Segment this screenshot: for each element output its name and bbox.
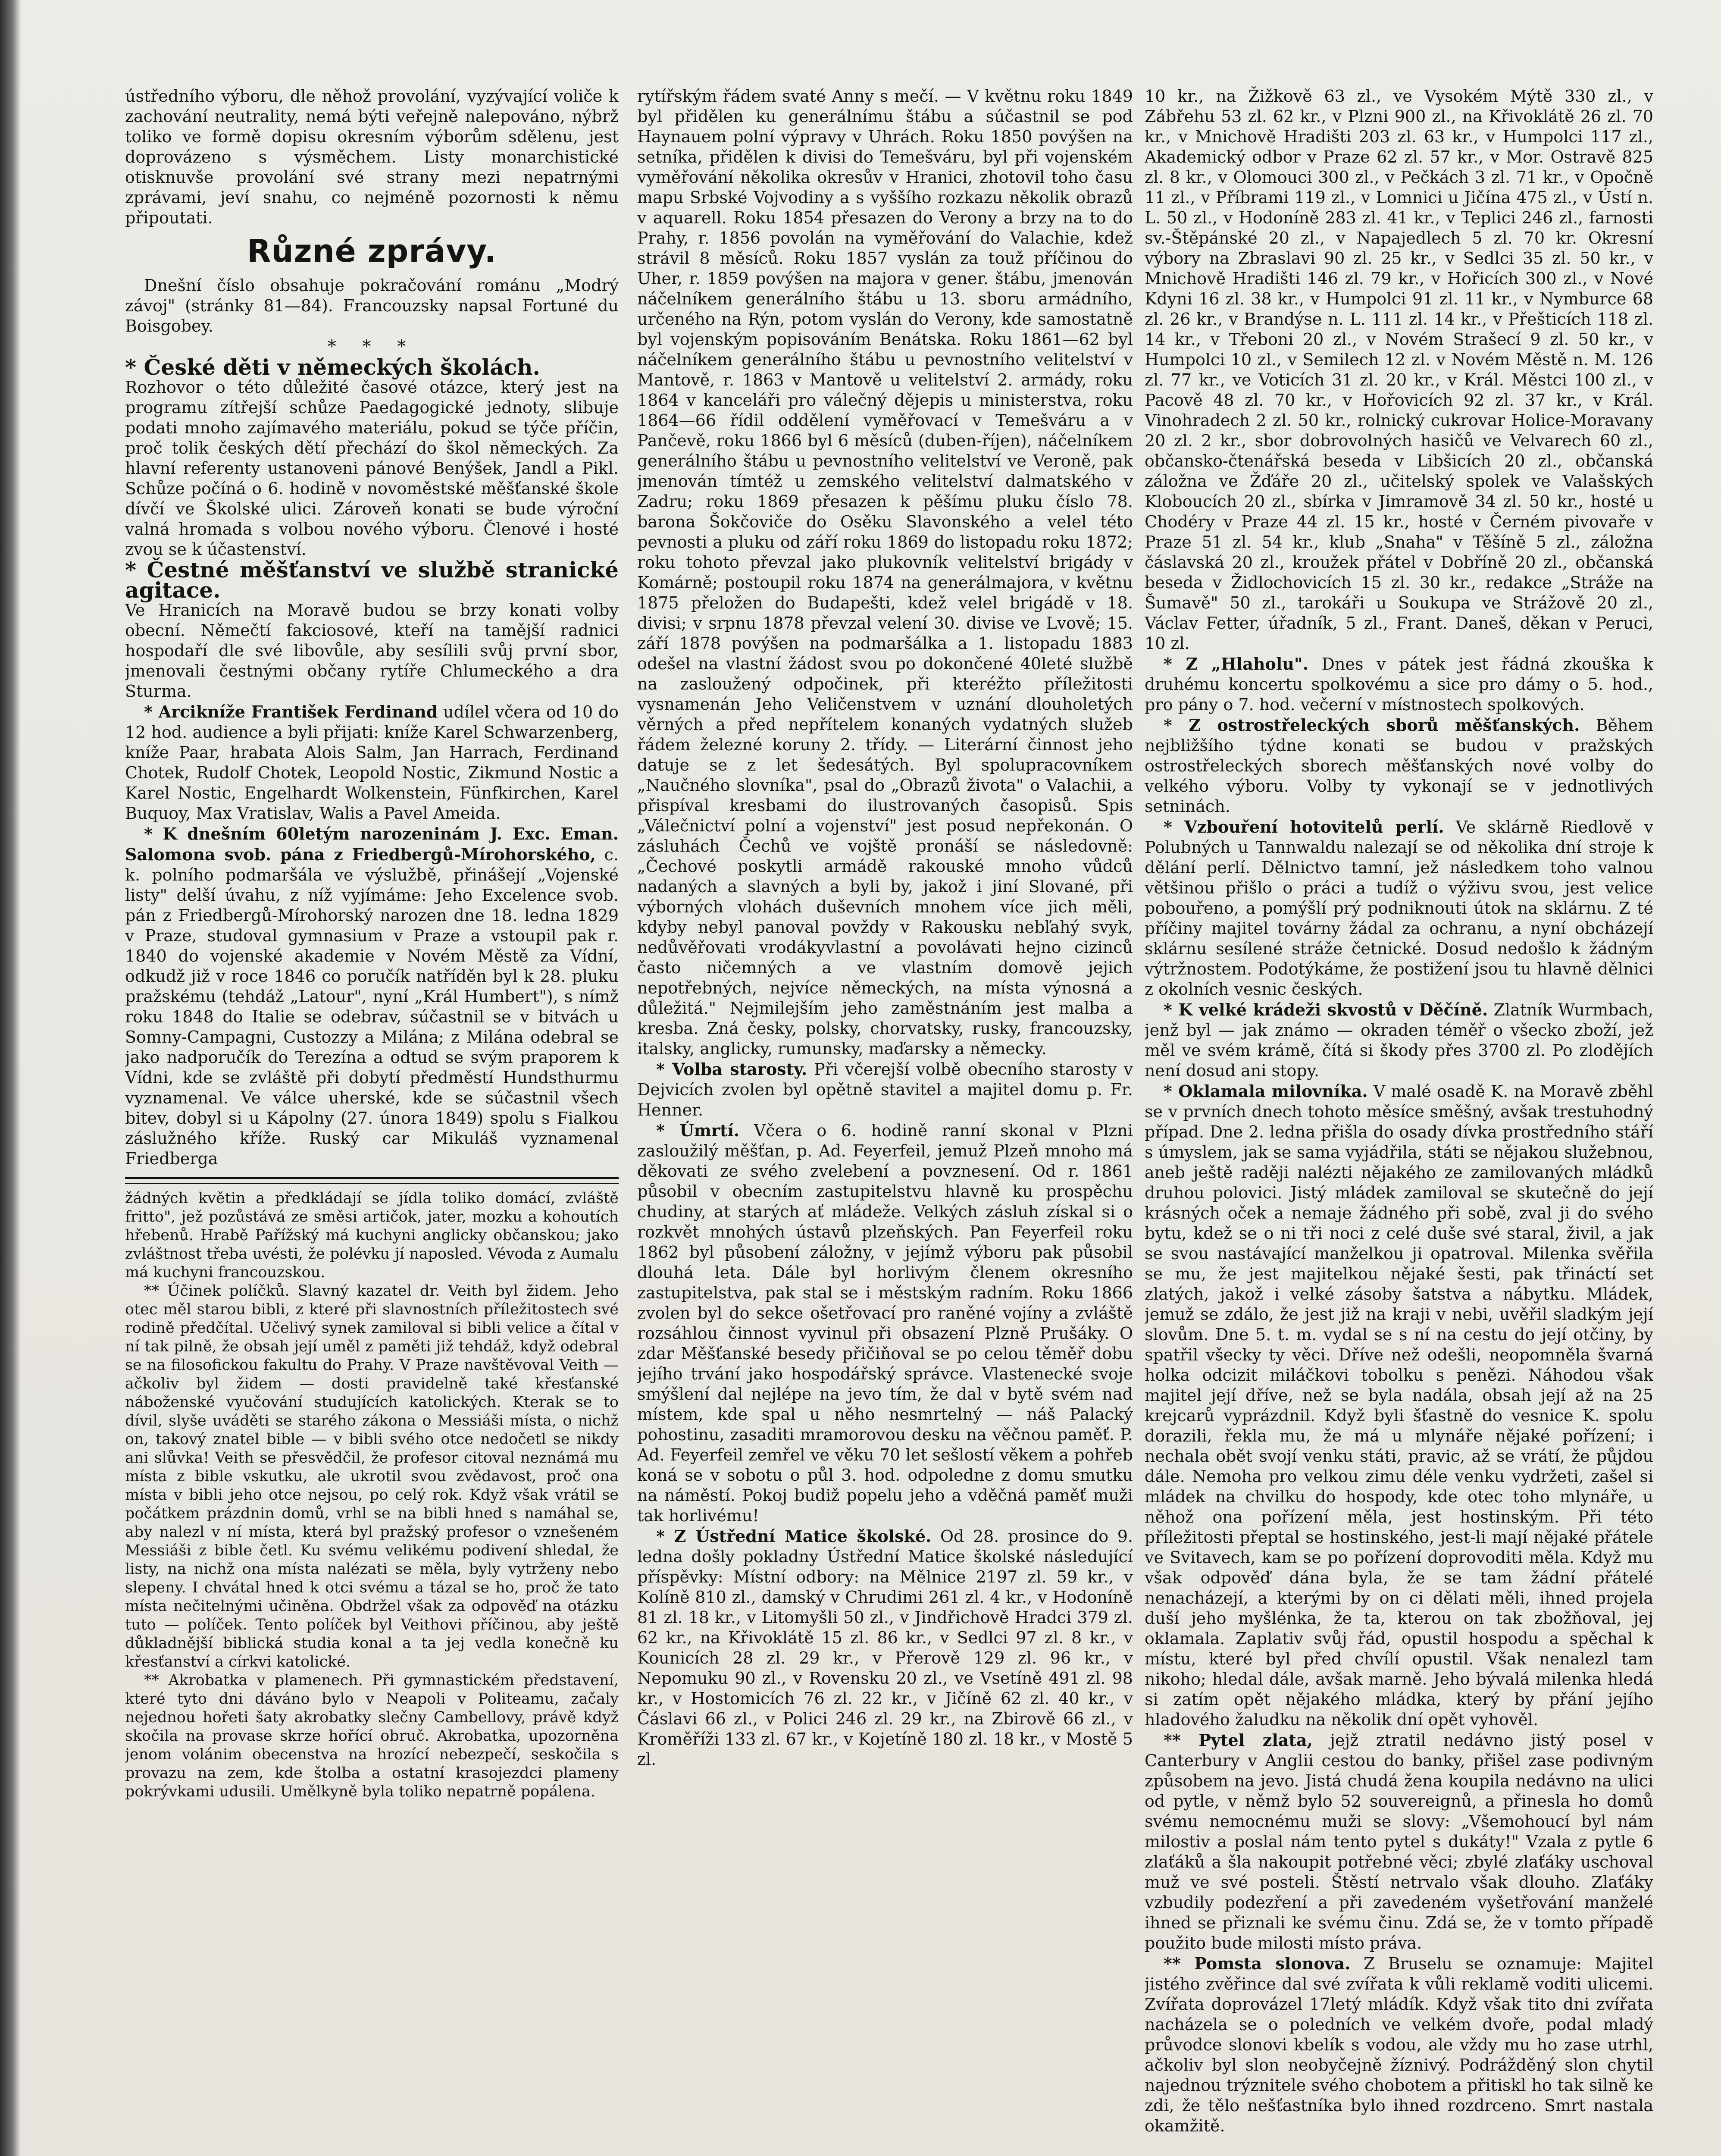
- article-text: Ve sklárně Riedlově v Polubných u Tannwaldu nalezají se od několika dní stroje k dělání perlí. Dělnictvo tamní, jež následkem toho valnou většinou přišlo o práci a tudíž o výživu svou, jest velice pobouřeno, a pomýšlí prý podniknouti útok na sklárnu. Z té příčiny majitel továrny žádal za ochranu, a nyní obcházejí sklárnu sesílené stráže četnické. Dosud nedošlo k žádným výtržnostem. Podotýkáme, že postižení jsou tu hlavně dělnici z okolních vesnic českých.: [1145, 818, 1653, 999]
- feuilleton-text: ** Účinek políčků. Slavný kazatel dr. Veith byl židem. Jeho otec měl starou bibli, z které při slavnostních příležitostech své rodině předčítal. Učelivý synek zamiloval si bibli velice a čítal v ní tak pilně, že obsah její uměl z paměti již tehdáž, když odebral se na filosofickou fakultu do Prahy. V Praze navštěvoval Veith — ačkoliv byl židem — dosti pravidelně také křesťanské náboženské vyučování studujících katolických. Kterak se to dívil, slyše uváděti se starého zákona o Messiáši místa, o nichž on, takový znatel bible — v bibli svého otce nedočetl se nikdy ani slůvka! Veith se přesvědčil, že profesor citoval neznámá mu místa z bible vskutku, ale ukrotil svou zvědavost, proč ona místa v bibli jeho otce nejsou, po celý rok. Když však vrátil se počátkem prázdnin domů, vrhl se na bibli hned s namáhal se, aby nalezl v ní místa, která byl pražský profesor o vznešeném Messiáši z bible četl. Ku svému velikému podivení shledal, že listy, na nichž ona místa nalézati se měla, byly vytrženy nebo slepeny. I chvátal hned k otci svému a tázal se ho, proč že tato místa nečitelnými učiněna. Obdržel však za odpověď na otázku tuto — políček. Tento políček byl Veithovi příčinou, aby ještě důkladnější biblická studia konal a ta jej vedla konečně ku křesťanství a církvi katolické.: [125, 1282, 619, 1670]
- article-heading: * Z „Hlaholu".: [1164, 654, 1308, 674]
- article-heading: * K dnešním 60letým narozeninám J. Exc. Eman. Salomona svob. pána z Friedbergů-Mírohorského,: [125, 824, 619, 864]
- article-heading: * Z Ústřední Matice školské.: [656, 1526, 932, 1546]
- article-heading: * K velké krádeži skvostů v Děčíně.: [1164, 1000, 1488, 1019]
- article-heading: ** Pytel zlata,: [1164, 1730, 1313, 1750]
- article-text: Zlatník Wurmbach, jenž byl — jak známo — okraden téměř o všecko zboží, jež měl ve svém krámě, čítá si škody přes 3700 zl. Po zlodějích není dosud ani stopy.: [1145, 1000, 1653, 1080]
- article-text: Rozhovor o této důležité časové otázce, který jest na programu zítřejší schůze Paedagogické jednoty, slibuje podati mnoho zajímavého materiálu, pokud se týče příčin, proč tolik českých dětí přechází do škol německých. Za hlavní referenty ustanoveni pánové Benýšek, Jandl a Pikl. Schůze počíná o 6. hodině v novoměstské měšťanské škole dívčí ve Školské ulici. Zároveň konati se bude výroční valná hromada s volbou nového výboru. Členové i hosté zvou se k účastenství.: [125, 378, 619, 559]
- article-text: Během nejbližšího týdne konati se budou v pražských ostrostřeleckých sborech měšťanských nové volby do velkého výboru. Volby ty vykonají se v jednotlivých setninách.: [1145, 716, 1653, 816]
- article-text: 10 kr., na Žižkově 63 zl., ve Vysokém Mýtě 330 zl., v Zábřehu 53 zl. 62 kr., v Plzni 900 zl., na Křivoklátě 26 zl. 70 kr., v Mnichově Hradišti 203 zl. 63 kr., v Humpolci 117 zl., Akademický odbor v Praze 62 zl. 57 kr., v Mor. Ostravě 825 zl. 8 kr., v Olomouci 300 zl., v Pečkách 3 zl. 71 kr., v Opočně 11 zl., v Příbrami 119 zl., v Lomnici u Jičína 475 zl., v Ústí n. L. 50 zl., v Hodoníně 283 zl. 41 kr., v Teplici 246 zl., farnosti sv.-Štěpánské 20 zl., v Napajedlech 5 zl. 70 kr. Okresní výbory na Zbraslavi 90 zl. 25 kr., v Sedlci 35 zl. 50 kr., v Mnichově Hradišti 146 zl. 79 kr., v Hořicích 300 zl., v Nové Kdyni 16 zl. 38 kr., v Humpolci 91 zl. 11 kr., v Nymburce 68 zl. 26 kr., v Brandýse n. L. 111 zl. 14 kr., v Přešticích 118 zl. 14 kr., v Třeboni 20 zl., v Novém Strašecí 9 zl. 50 kr., v Humpolci 10 zl., v Semilech 12 zl. v Novém Městě n. M. 126 zl. 77 kr., ve Voticích 31 zl. 20 kr., v Král. Městci 100 zl., v Pacově 48 zl. 70 kr., v Hořovicích 92 zl. 37 kr., v Král. Vinohradech 2 zl. 50 kr., rolnický cukrovar Holice-Moravany 20 zl. 2 kr., sbor dobrovolných hasičů ve Velvarech 60 zl., občansko-čtenářská beseda v Libšicích 20 zl., občanská záložna ve Žďáře 20 zl., učitelský spolek ve Valašských Kloboucích 20 zl., sbírka v Jimramově 34 zl. 50 kr., hosté u Chodéry v Praze 44 zl. 15 kr., hosté v Černém pivovaře v Praze 51 zl. 54 kr., klub „Snaha" v Těšíně 5 zl., záložna čáslavská 20 zl., kroužek přátel v Dobříně 20 zl., občanská beseda v Židlochovicích 15 zl. 30 kr., redakce „Stráže na Šumavě" 50 zl., tarokáři u Soukupa ve Strážově 20 zl., Václav Fetter, úřadník, 5 zl., Frant. Daneš, děkan v Peruci, 10 zl.: [1145, 87, 1653, 653]
- article-text: Včera o 6. hodině ranní skonal v Plzni zasloužilý měšťan, p. Ad. Feyerfeil, jemuž Plzeň mnoho má děkovati ze svého zvelebení a povznesení. Od r. 1861 působil v obecním zastupitelstvu hlavně ku prospěchu chudiny, at starých ať mládeže. Velkých zásluh získal si o rozkvět mnohých ústavů plzeňských. Pan Feyerfeil roku 1862 byl působení záložny, v jejímž výboru pak působil dlouhá leta. Dále byl horlivým členem okresního zastupitelstva, pak stal se i městským radním. Roku 1866 zvolen byl do sekce ošetřovací pro raněné vojíny a zvláště rozsáhlou činnost vyvinul při obsazení Plzně Prušáky. O zdar Měšťanské besedy přičiňoval se po celou těměř dobu jejího trvání jako hospodářský správce. Vlastenecké svoje smýšlení dal nejlépe na jevo tím, že dal v bytě svém nad místem, kde spal u něho nesmrtelný — náš Palacký pohostinu, zasaditi mramorovou desku na věčnou paměť. P. Ad. Feyerfeil zemřel ve věku 70 let sešlostí věkem a pohřeb koná se v sobotu o půl 3. hod. odpoledne z domu smutku na náměstí. Pokoj budiž popelu jeho a vděčná paměť muži tak horlivému!: [637, 1121, 1133, 1525]
- article-heading: * Vzbouření hotovitelů perlí.: [1164, 817, 1444, 837]
- article-text: udílel včera od 10 do 12 hod. audience a byli přijati: kníže Karel Schwarzenberg, kníže Paar, hrabata Alois Salm, Jan Harrach, Ferdinand Chotek, Rudolf Chotek, Leopold Nostic, Zikmund Nostic a Karel Nostic, Engelhardt Wolkenstein, Fünfkirchen, Karel Buquoy, Max Vratislav, Walis a Pavel Ameida.: [125, 702, 619, 823]
- article-text: rytířským řádem svaté Anny s mečí. — V květnu roku 1849 byl přidělen ku generálnímu štábu a súčastnil se pod Haynauem polní výpravy v Uhrách. Roku 1850 povýšen na setníka, přidělen k divisi do Temešváru, byl při vojenském vyměřování několika okresův v Hranici, zhotovil toho času mapu Srbské Vojvodiny a s vyššího rozkazu několik obrazů v aquarell. Roku 1854 přesazen do Verony a brzy na to do Prahy, r. 1856 povolán na vyměřování do Valachie, kdež strávil 8 měsíců. Roku 1857 vyslán za touž příčinou do Uher, r. 1859 povýšen na majora v gener. štábu, jmenován náčelníkem generálního štábu u 13. sboru armádního, určeného na Rýn, potom vyslán do Verony, kde samostatně byl vojenským popisováním Benátska. Roku 1861—62 byl náčelníkem generálního štábu u pevnostního velitelství v Mantově, r. 1863 v Mantově u velitelství 2. armády, roku 1864 v kanceláři pro válečný dějepis u ministerstva, roku 1864—66 řídil oddělení vyměřovací v Temešváru a v Pančevě, roku 1866 byl 6 měsíců (duben-říjen), náčelníkem generálního štábu u pevnostního velitelství ve Veroně, pak jmenován tímtéž u zemského velitelství dalmatského v Zadru; roku 1869 přesazen k pěšímu pluku číslo 78. barona Šokčoviče do Osěku Slavonského a velel této pevnosti a pluku od září roku 1869 do listopadu roku 1872; roku tohoto převzal jako plukovník velitelství brigády v Komárně; postoupil roku 1874 na generálmajora, v květnu 1875 přeložen do Budapešti, kdež velel brigádě v 18. divisi; v srpnu 1878 převzal velení 30. divise ve Lvově; 15. září 1878 povýšen na podmaršálka a 1. listopadu 1883 odešel na vlastní žádost svou po dokončené 40leté službě na zasloužený odpočinek, při kteréžto příležitosti vysnamenán Jeho Veličenstvem v uznání dlouholetých věrných a před nepřítelem konaných vydatných služeb řádem železné koruny 2. třídy. — Literární činnost jeho datuje se z let šedesátých. Byl spolupracovníkem „Naučného slovníka", psal do „Obrazů života" o Valachii, a přispíval kresbami do ilustrovaných časopisů. Spis „Válečnictví polní a vojenství" jest posud nepřekonán. O zásluhách Čechů ve vojště pronáší se následovně: „Čechové poskytli armádě rakouské mnoho vůdců nadaných a slavných a byli by, jakož i jiní Slované, při výborných vlohách duševních mnohem více jich měli, kdyby nebyl panoval povždy v Rakousku nebľahý svyk, nedůvěřovati vrodákyvlastní a povolávati hejno cizinců často ničemných a ve vlastním domově jejich nepotřebných, nejvíce německých, na místa výnosná a důležitá." Nejmilejším jeho zaměstnáním jest malba a kresba. Zná česky, polsky, chorvatsky, rusky, francouzsky, italsky, anglicky, rumunsky, maďarsky a německy.: [637, 87, 1133, 1058]
- article-text: Při včerejší volbě obecního starosty v Dejvicích zvolen byl opětně stavitel a majitel domu p. Fr. Henner.: [637, 1060, 1133, 1119]
- article-text: Dnešní číslo obsahuje pokračování románu „Modrý závoj" (stránky 81—84). Francouzsky napsal Fortuné du Boisgobey.: [125, 276, 619, 335]
- scan-edge-left: [0, 0, 21, 2156]
- separator-stars: * * *: [327, 337, 416, 357]
- feuilleton: [125, 1189, 619, 1801]
- article-heading: * Čestné měšťanství ve službě stranické agitace.: [125, 557, 619, 603]
- article-text: jejž ztratil nedávno jistý posel v Canterbury v Anglii cestou do banky, přišel zase podivným způsobem na jevo. Jistá chudá žena koupila nedávno na ulici od pytle, v němž bylo 52 souvereignů, a přinesla ho domů svému nemocnému muži se slovy: „Všemohoucí byl nám milostiv a poslal nám tento pytel s dukáty!" Vzala z pytle 6 zlaťáků a šla nakoupit potřebné věci; zbylé zlaťáky uschoval muž ve své posteli. Štěstí netrvalo však dlouho. Zlaťáky vzbudily podezření a při zavedeném vyšetřování manželé ihned se přiznali ke svému činu. Zdá se, že v tomto případě použito bude milosti místo práva.: [1145, 1731, 1653, 1952]
- column-3: [1145, 86, 1653, 2156]
- column-1: [125, 86, 619, 2156]
- article-text: V malé osadě K. na Moravě zběhl se v prvních dnech tohoto měsíce směšný, avšak trestuhodný případ. Dne 2. ledna přišla do osady dívka prostředního stáří s úmyslem, jak se sama vyjádřila, státi se nějakou služebnou, aneb ještě raději nalézti nějakého ze zamilovaných mládků druhou polovici. Jistý mládek zamiloval se skutečně do její krásných oček a nemaje žádného při sobě, zval ji do svého bytu, kdež se o ni tři noci z celé duše své staral, živil, a jak se svou nastávající manželkou ji opatroval. Milenka svěřila se mu, že jest majitelkou nějaké šesti, pak třináctí set zlatých, jakož i velké zásoby šatstva a nábytku. Mládek, jemuž se zdálo, že jest již na kraji v nebi, uvěřil sladkým její slovům. Dne 5. t. m. vydal se s ní na cestu do její otčiny, by spatřil všecky ty věci. Dříve než odešli, neopomněla švarná holka odcizit miláčkovi tobolku s penězi. Náhodou však majitel její dříve, než se byla nadála, obsah její až na 25 krejcarů vyprázdnil. Když byli šťastně do vesnice K. spolu dorazili, řekla mu, že má u mlynáře nějaké pořízení; i nechala obět svojí venku státi, pravic, až se vrátí, že půjdou dále. Nemoha pro velkou zimu déle venku vydržeti, zašel si mládek na chvilku do hospody, kde otec toho mlynáře, u něhož ona pořízení měla, jest hostinským. Při této příležitosti přeptal se hostinského, jest-li mají nějaké přátele ve Svitavech, kam se po pořízení doprovoditi měla. Když mu však odpověď dána byla, že se tam žádní přátelé nenacházejí, a kterými by on ci dělati měli, ihned projela duší jeho myšlénka, že ta, kterou on tak zbožňoval, jej oklamala. Zaplativ svůj řád, opustil hospodu a spěchal k místu, které byl před chvílí opustil. Však nenalezl tam nikoho; hledal dále, avšak marně. Jeho bývalá milenka hledá si zatím opět nějakého mládka, který by přání jejího hladového žaludku na několik dní opět vyhověl.: [1145, 1082, 1653, 1729]
- article-heading: * Úmrtí.: [656, 1121, 740, 1140]
- feuilleton-divider-thin: [125, 1183, 619, 1184]
- article-text: Z Bruselu se oznamuje: Majitel jistého zvěřince dal své zvířata k vůli reklamě voditi ulicemi. Zvířata doprovázel 17letý mládík. Když však tito dni zvířata nacházela se o poledních ve velkém dvoře, podal mladý průvodce slonovi kbelík s vodou, ale vždy mu ho zase utrhl, ačkoliv byl slon neobyčejně žíznivý. Podrážděný slon chytil najednou trýznitele svého chobotem a přitiskl ho tak silně ke zdi, že tělo nešťastníka bylo ihned rozdrceno. Smrt nastala okamžitě.: [1145, 1954, 1653, 2135]
- column-2: [637, 86, 1133, 2156]
- section-title: Různé zprávy.: [247, 233, 497, 269]
- article-text: ústředního výboru, dle něhož provolání, vyzývající voliče k zachování neutrality, nemá býti veřejně nalepováno, nýbrž toliko ve formě dopisu okresním výborům sdělenu, jest doprovázeno s výsměchem. Listy monarchistické otisknuvše provolání své strany mezi nepatrnými zprávami, jeví snahu, co nejméně pozornosti k němu připoutati.: [125, 87, 619, 227]
- article-text: c. k. polního podmaršála ve výslužbě, přinášejí „Vojenské listy" delší úvahu, z níž vyjímáme: Jeho Excelence svob. pán z Friedbergů-Mírohorský narozen dne 18. ledna 1829 v Praze, studoval gymnasium v Praze a vstoupil pak r. 1840 do vojenské akademie v Novém Městě za Vídní, odkudž již v roce 1846 co poručík natříděn byl k 28. pluku pražskému (tehdáž „Latour", nyní „Král Humbert"), s nímž roku 1848 do Italie se odebrav, súčastnil se v bitvách u Somny-Campagni, Custozzy a Milána; z Milána odebral se jako nadporučík do Terezína a odtud se svým praporem k Vídni, kde se zvláště při dobytí předměstí Hundsthurmu vyznamenal. Ve válce uherské, kde se súčastnil všech bitev, dobyl si u Kápolny (27. února 1849) spolu s Fialkou záslužného kříže. Ruský car Mikuláš vyznamenal Friedberga: [125, 845, 619, 1168]
- article-heading: * Oklamala milovníka.: [1164, 1081, 1368, 1101]
- article-text: Dnes v pátek jest řádná zkouška k druhému koncertu spolkovému a sice pro dámy o 5. hod., pro pány o 7. hod. večerní v místnostech spolkových.: [1145, 655, 1653, 714]
- article-heading: ** Pomsta slonova.: [1164, 1954, 1351, 1973]
- feuilleton-text: ** Akrobatka v plamenech. Při gymnastickém představení, které tyto dni dáváno bylo v Neapoli v Politeamu, začaly nejednou hořeti šaty akrobatky slečny Cambellovy, právě když skočila na provase skrze hořící obruč. Akrobatka, upozorněna jenom volánim obecenstva na hrozící nebezpečí, seskočila s provazu na zem, kde štolba a ostatní krasojezdci plameny pokrývkami udusili. Umělkyně byla toliko nepatrně popálena.: [125, 1672, 619, 1800]
- article-heading: * Volba starosty.: [656, 1059, 807, 1079]
- article-heading: * Z ostrostřeleckých sborů měšťanských.: [1164, 715, 1580, 735]
- article-heading: * České děti v německých školách.: [125, 354, 540, 380]
- article-text: Ve Hranicích na Moravě budou se brzy konati volby obecní. Němečtí fakciosové, kteří na tamější radnici hospodaří dle své libovůle, aby sesílili svůj první sbor, jmenovali čestnými občany rytíře Chlumeckého a dra Sturma.: [125, 601, 619, 701]
- feuilleton-text: žádných květin a předkládají se jídla toliko domácí, zvláště fritto", jež pozůstává ze směsi artičok, jater, mozku a kohoutích hřebenů. Hrabě Pařížský má kuchyni anglicky občanskou; jako zvláštnost třeba uvésti, že polévku jí naposled. Vévoda z Aumalu má kuchyni francouzskou.: [125, 1190, 619, 1281]
- article-text: Od 28. prosince do 9. ledna došly pokladny Ústřední Matice školské následující příspěvky: Místní odbory: na Mělnice 2197 zl. 59 kr., v Kolíně 810 zl., damský v Chrudimi 261 zl. 4 kr., v Hodoníně 81 zl. 18 kr., v Litomyšli 50 zl., v Jindřichově Hradci 379 zl. 62 kr., na Křivoklátě 15 zl. 86 kr., v Sedlci 97 zl. 8 kr., v Kounicích 28 zl. 29 kr., v Přerově 129 zl. 96 kr., v Nepomuku 90 zl., v Rovensku 20 zl., ve Vsetíně 491 zl. 98 kr., v Hostomicích 76 zl. 22 kr., v Jičíně 62 zl. 40 kr., v Čáslavi 66 zl., v Polici 246 zl. 29 kr., na Zbirově 66 zl., v Kroměříži 133 zl. 67 kr., v Kojetíně 180 zl. 18 kr., v Mostě 5 zl.: [637, 1527, 1133, 1769]
- article-heading: * Arcikníže František Ferdinand: [144, 702, 438, 721]
- feuilleton-divider: [125, 1177, 619, 1179]
